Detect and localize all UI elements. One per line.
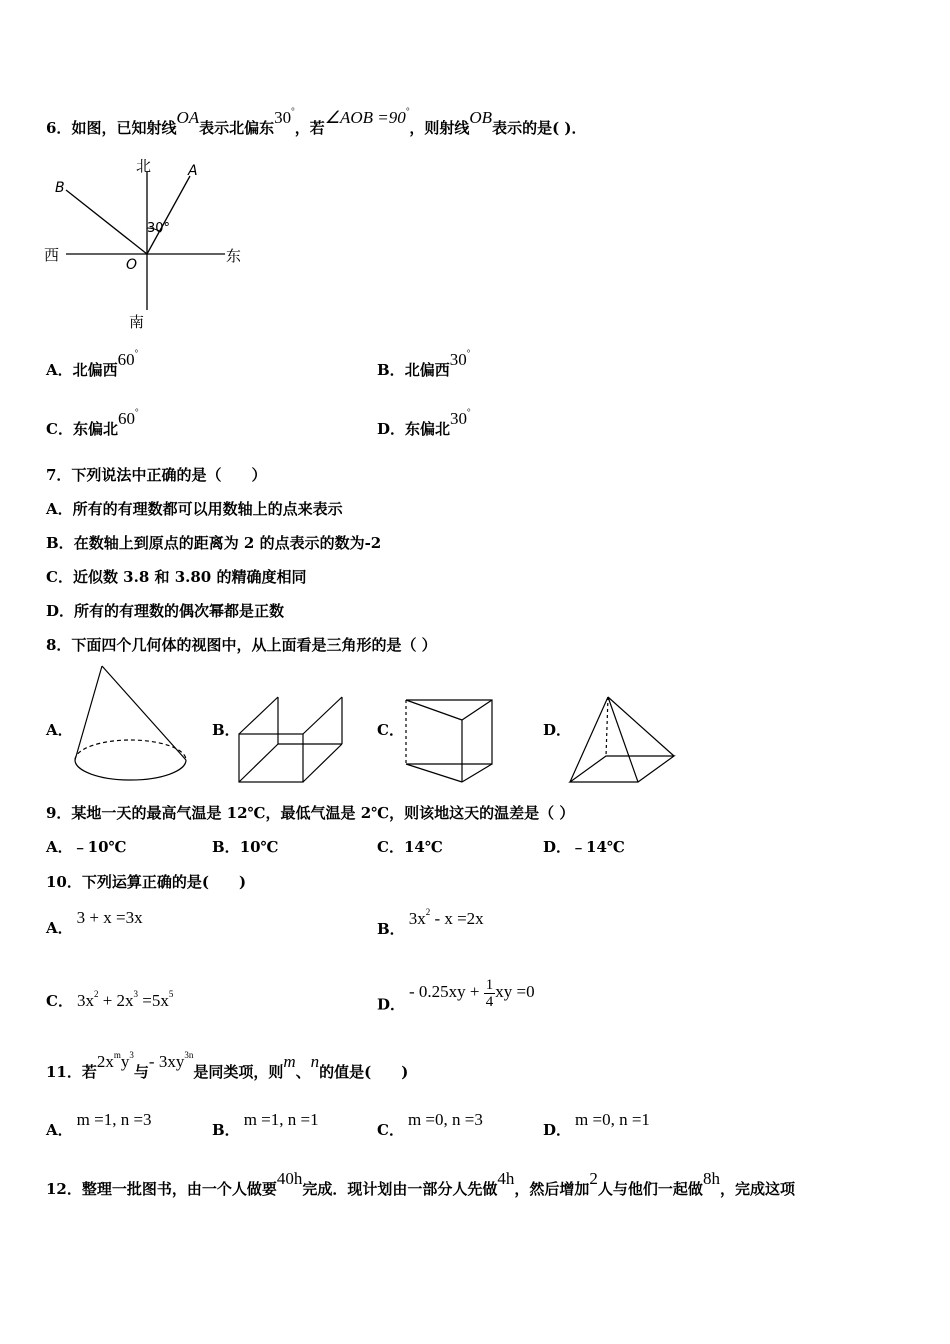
q11-option-a[interactable]: A．m =1, n =3 <box>46 1110 152 1139</box>
label-west: 西 <box>44 246 60 264</box>
math-angle-aob: ∠AOB =90° <box>324 106 410 127</box>
label-angle: 30° <box>147 221 171 236</box>
q8-option-d[interactable]: D． <box>543 721 572 739</box>
math-oa: OA <box>176 108 200 127</box>
q6-option-a[interactable]: A．北偏西60° <box>46 348 139 379</box>
q11-option-c[interactable]: C．m =0, n =3 <box>377 1110 483 1139</box>
cone-figure <box>70 662 192 784</box>
math-ob: OB <box>469 108 493 127</box>
q7-option-c[interactable]: C．近似数 3.8 和 3.80 的精确度相同 <box>46 568 307 586</box>
q10-option-b[interactable]: B．$3x^2 - x =2x$ <box>377 907 484 938</box>
q11-option-d[interactable]: D．m =0, n =1 <box>543 1110 650 1139</box>
q7-option-b[interactable]: B．在数轴上到原点的距离为 2 的点表示的数为-2 <box>46 534 382 552</box>
q8-stem: 8．下面四个几何体的视图中，从上面看是三角形的是（ ） <box>46 636 437 654</box>
label-b: B <box>55 180 65 196</box>
q9-option-d[interactable]: D．﹣14℃ <box>543 838 625 856</box>
q9-option-b[interactable]: B．10℃ <box>212 838 279 856</box>
q7-stem: 7．下列说法中正确的是（ ） <box>46 466 267 484</box>
fraction-one-quarter: $\frac{1}{4}$ <box>485 977 494 1010</box>
compass-diagram <box>40 150 260 335</box>
label-north: 北 <box>136 157 152 175</box>
q10-option-d[interactable]: D．- 0.25xy + $\frac{1}{4}$ xy =0 <box>377 977 535 1014</box>
q6-stem: 6．如图，已知射线OA表示北偏东30°，若∠AOB =90°，则射线OB表示的是( )． <box>46 106 587 137</box>
cube-figure <box>236 692 348 786</box>
ray-ob <box>66 190 147 254</box>
q9-option-c[interactable]: C．14℃ <box>377 838 443 856</box>
q10-option-a[interactable]: A．3 + x =3x <box>46 908 143 937</box>
q11-stem: 11．若$2x^my^3$与- $3xy^{3n}$是同类项，则m、n的值是( ) <box>46 1050 409 1081</box>
math-30: 30° <box>274 106 295 127</box>
prism-figure <box>402 696 498 786</box>
label-o: O <box>126 257 138 273</box>
q6-option-b[interactable]: B．北偏西30° <box>377 348 471 379</box>
q8-option-c[interactable]: C． <box>377 721 404 739</box>
q9-stem: 9．某地一天的最高气温是 12℃，最低气温是 2℃，则该地这天的温差是（ ） <box>46 804 575 822</box>
q8-option-a[interactable]: A． <box>46 721 73 739</box>
label-a: A <box>188 163 198 179</box>
q12-stem: 12．整理一批图书，由一个人做要40h完成．现计划由一部分人先做4h，然后增加2人与他们一起做8h，完成这项 <box>46 1169 795 1198</box>
q7-option-d[interactable]: D．所有的有理数的偶次幂都是正数 <box>46 602 285 620</box>
ray-oa <box>147 176 190 254</box>
q11-option-b[interactable]: B．m =1, n =1 <box>212 1110 319 1139</box>
q7-option-a[interactable]: A．所有的有理数都可以用数轴上的点来表示 <box>46 500 343 518</box>
q10-stem: 10．下列运算正确的是( ) <box>46 873 247 891</box>
q10-option-c[interactable]: C． $3x^2 + 2x^3 =5x^5$ <box>46 989 174 1010</box>
q6-option-d[interactable]: D．东偏北30° <box>377 407 471 438</box>
label-south: 南 <box>129 313 145 331</box>
label-east: 东 <box>226 247 242 265</box>
q9-option-a[interactable]: A．﹣10℃ <box>46 838 127 856</box>
q8-option-b[interactable]: B． <box>212 721 240 739</box>
q6-option-c[interactable]: C．东偏北60° <box>46 407 139 438</box>
pyramid-figure <box>566 692 678 786</box>
